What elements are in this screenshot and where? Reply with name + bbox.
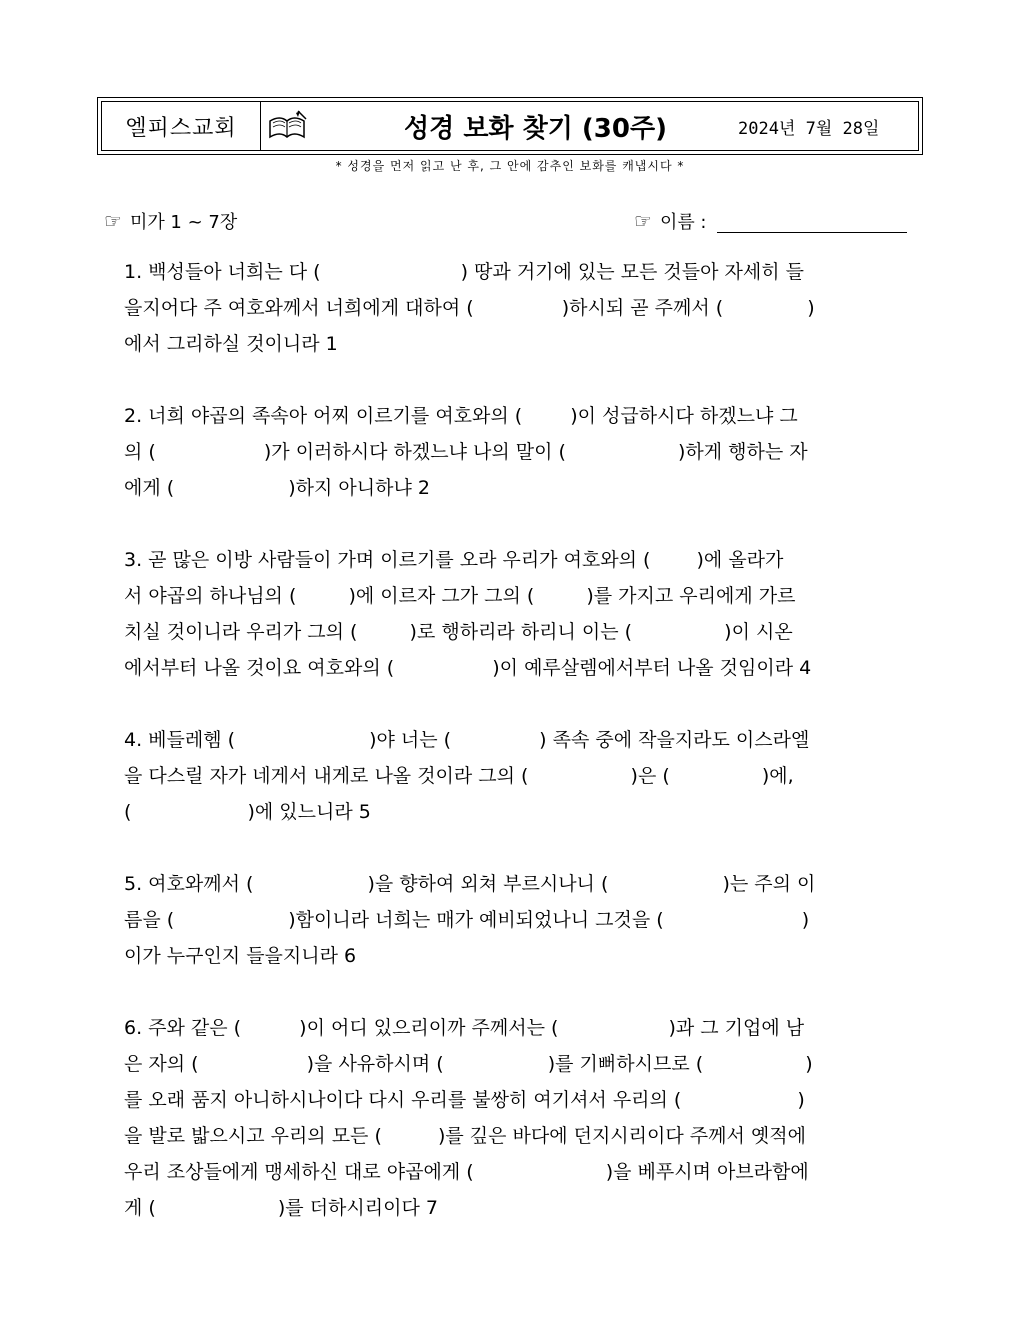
pointing-hand-icon: ☞ — [634, 209, 652, 233]
question-3 — [124, 542, 904, 686]
question-line: 을지어다 주 여호와께서 너희에게 대하여 ( )하시되 곧 주께서 ( ) — [124, 297, 815, 319]
question-4 — [124, 722, 904, 830]
question-line: 을 발로 밟으시고 우리의 모든 ( )를 깊은 바다에 던지시리이다 주께서 옛적에 — [124, 1125, 806, 1147]
question-line: 6. 주와 같은 ( )이 어디 있으리이까 주께서는 ( )과 그 기업에 남 — [124, 1017, 805, 1039]
question-line: 을 다스릴 자가 네게서 내게로 나올 것이라 그의 ( )은 ( )에, — [124, 765, 794, 787]
question-line: 에서부터 나올 것이요 여호와의 ( )이 예루살렘에서부터 나올 것임이라 4 — [124, 657, 812, 679]
question-line: 3. 곧 많은 이방 사람들이 가며 이르기를 오라 우리가 여호와의 ( )에 올라가 — [124, 549, 784, 571]
question-line: 치실 것이니라 우리가 그의 ( )로 행하리라 하리니 이는 ( )이 시온 — [124, 621, 793, 643]
instruction-notice: * 성경을 먼저 읽고 난 후, 그 안에 감추인 보화를 캐냅시다 * — [335, 159, 685, 173]
question-5 — [124, 866, 904, 974]
question-line: 에서 그리하실 것이니라 1 — [124, 333, 338, 355]
question-1 — [124, 254, 904, 362]
page-title: 성경 보화 찾기 (30주) — [404, 113, 667, 144]
question-line: ( )에 있느니라 5 — [124, 801, 371, 823]
question-line: 우리 조상들에게 맹세하신 대로 야곱에게 ( )을 베푸시며 아브라함에 — [124, 1161, 809, 1183]
header-inner-frame — [101, 101, 919, 151]
question-line: 이가 누구인지 들을지니라 6 — [124, 945, 357, 967]
name-label: 이름 : — [659, 212, 707, 233]
church-name: 엘피스교회 — [102, 102, 261, 150]
scripture-reference — [104, 208, 237, 234]
question-2 — [124, 398, 904, 506]
open-book-icon — [261, 102, 313, 150]
pointing-hand-icon: ☞ — [104, 209, 122, 233]
question-line: 의 ( )가 이러하시다 하겠느냐 나의 말이 ( )하게 행하는 자 — [124, 441, 808, 463]
question-line: 은 자의 ( )을 사유하시며 ( )를 기뻐하시므로 ( ) — [124, 1053, 813, 1075]
question-line: 1. 백성들아 너희는 다 ( ) 땅과 거기에 있는 모든 것들아 자세히 들 — [124, 261, 804, 283]
question-line: 를 오래 품지 아니하시나이다 다시 우리를 불쌍히 여기셔서 우리의 ( ) — [124, 1089, 805, 1111]
name-input-line[interactable] — [717, 210, 907, 233]
question-line: 에게 ( )하지 아니하냐 2 — [124, 477, 430, 499]
reference-text: 미가 1 ~ 7장 — [129, 212, 238, 233]
name-field — [634, 208, 907, 234]
question-line: 게 ( )를 더하시리이다 7 — [124, 1197, 438, 1219]
question-line: 5. 여호와께서 ( )을 향하여 외쳐 부르시나니 ( )는 주의 이 — [124, 873, 816, 895]
question-line: 2. 너희 야곱의 족속아 어찌 이르기를 여호와의 ( )이 성급하시다 하겠느냐 그 — [124, 405, 798, 427]
question-line: 름을 ( )함이니라 너희는 매가 예비되었나니 그것을 ( ) — [124, 909, 810, 931]
worksheet-header — [97, 97, 923, 155]
question-6 — [124, 1010, 904, 1226]
question-line: 서 야곱의 하나님의 ( )에 이르자 그가 그의 ( )를 가지고 우리에게 가르 — [124, 585, 796, 607]
question-line: 4. 베들레헴 ( )야 너는 ( ) 족속 중에 작을지라도 이스라엘 — [124, 729, 810, 751]
worksheet-date: 2024년 7월 28일 — [738, 118, 880, 139]
